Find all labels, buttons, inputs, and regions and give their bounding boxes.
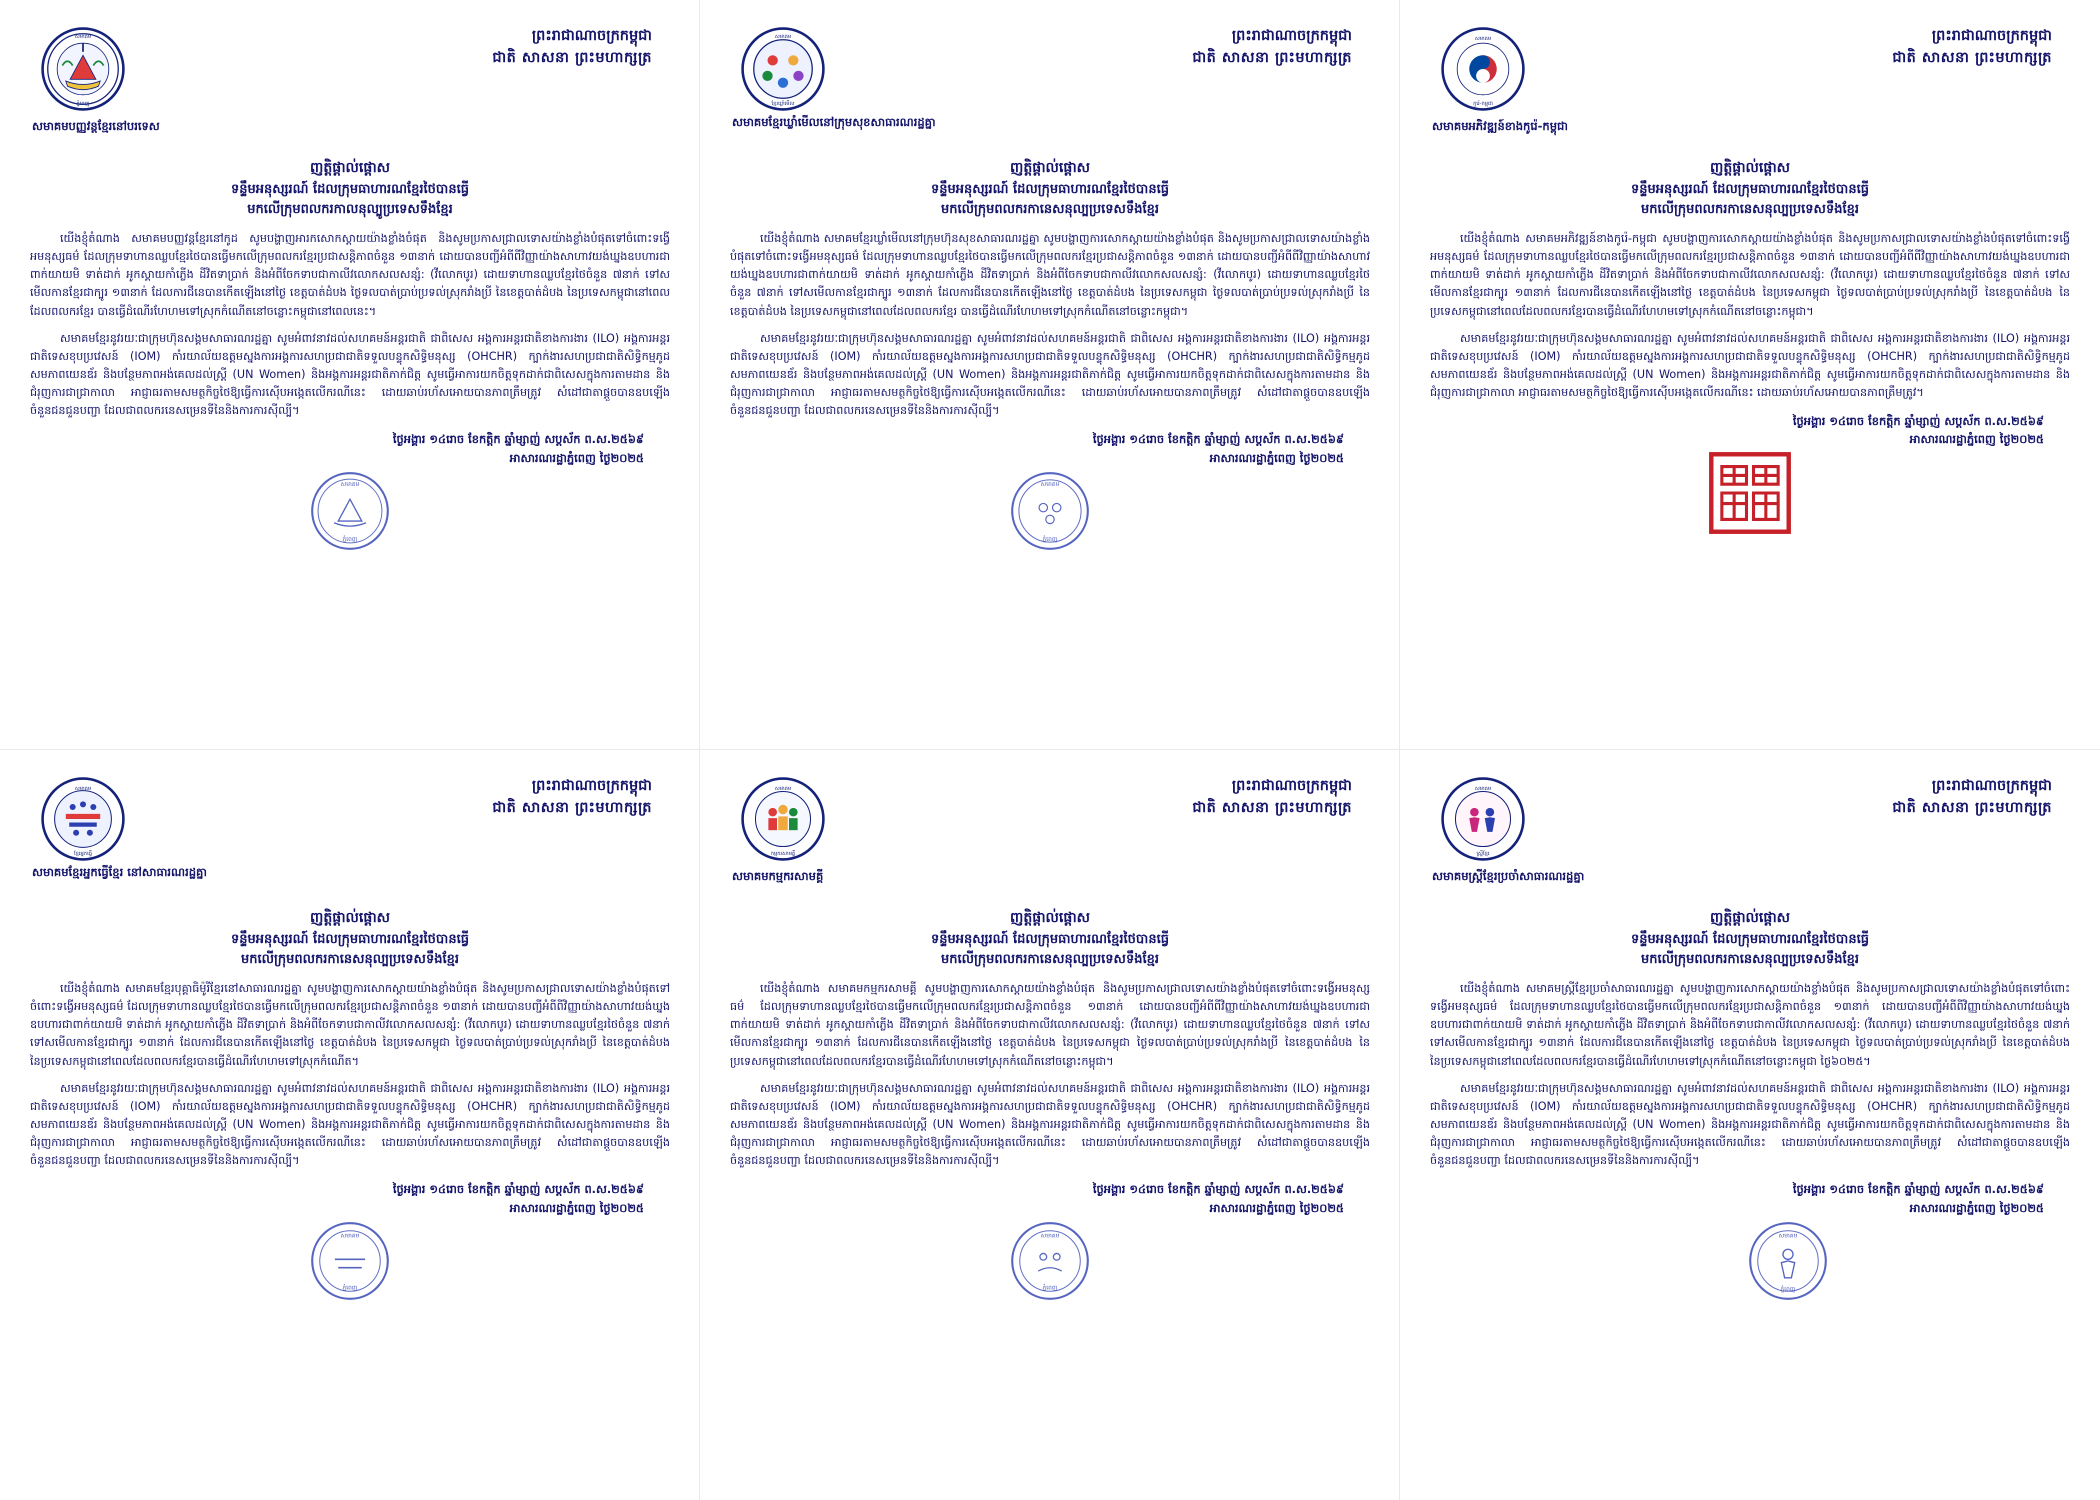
document-header <box>1430 22 2070 154</box>
place-line: អាសារណរដ្ឋាភ្នំពេញ ថ្ងៃ២០២៥ <box>1209 450 1344 465</box>
document-header <box>730 22 1370 154</box>
kingdom-header: ព្រះរាជាណាចក្រកម្ពុជា ជាតិ សាសនា ព្រះមហាក្សត្រ <box>492 778 652 816</box>
round-blue-stamp <box>1008 469 1092 557</box>
document-4 <box>0 750 700 1500</box>
svg-text:សមាគម: សមាគម <box>774 34 792 41</box>
date-line: ថ្ងៃអង្គារ ១៤រោច ខែកត្តិក ឆ្នាំម្សាញ់ សប្តស័ក ព.ស.២៥៦៩ <box>1092 1182 1344 1197</box>
square-red-seal <box>1706 449 1794 541</box>
document-header <box>30 772 670 904</box>
paragraph-1: យើងខ្ញុំតំណាង សមាគមកម្មករសាមគ្គី សូមបង្ហាញការសោកស្តាយយ៉ាងខ្លាំងបំផុត និងសូមប្រកាសជ្រាលទោសយ៉ាងខ្លាំងបំផុតទៅចំពោះទង្វើអមនុស្សធម៌ ដែលក្រុមទាហានឈ្លបខ្មែរថៃបានធ្វើមកលើក្រុមពលករខ្មែរប្រជាសន្តិភាពចំនួន ១៣នាក់ ដោយបានបញ្ជីអំពីពីវិញ្ញាយ៉ាងសាហាវយង់ឃ្នងឧបហារជាពាក់យាយមិ ទាត់ដាក់ អូកស្គាយកាំភ្លើង ដីវិតទាប្រាក់ និងអំពីចែកទាបជាកាលីវលោកសលសន្សំ: (វីលោកបូរ) ដោយទាហានឈ្លបខ្មែរថៃចំនួន ៧នាក់ ទៅសមើលកានខ្មែរជាក្បូរ ១៣នាក់ ដែលការជីនេបានកើតឡើងនៅថ្ងៃ ខេត្តបាត់ដំបង នៃប្រទេសកម្ពុជា ថ្ងៃទលបាត់ប្រាប់ប្រទល់ស្រុករាំងប្រី នៃខេត្តបាត់ដំបង នៃប្រទេសកម្ពុជានៅពេលដែលពលករខ្មែរបានធ្វើដំណើរហែហមទៅស្រុកកំណើតនៅចន្លោះកម្ពុជា។ <box>730 981 1370 1068</box>
svg-text:ភ្នំពេញ: ភ្នំពេញ <box>1042 537 1058 544</box>
svg-text:សមាគម: សមាគម <box>1779 1233 1798 1240</box>
organization-name: សមាគមខ្មែរឃ្លាំមើលនៅក្រុមសុខសាធារណរដ្ឋគ្នា <box>732 115 936 129</box>
signature-block <box>30 1180 670 1217</box>
round-blue-stamp <box>308 469 392 557</box>
svg-text:សមាគម: សមាគម <box>1040 1233 1060 1240</box>
kingdom-header: ព្រះរាជាណាចក្រកម្ពុជា ជាតិ សាសនា ព្រះមហាក្សត្រ <box>1892 28 2052 66</box>
svg-text:ខ្មែរឃ្លាំមើល: ខ្មែរឃ្លាំមើល <box>771 101 795 108</box>
document-3 <box>1400 0 2100 750</box>
stamp-area <box>730 1217 1370 1313</box>
korea-flag-circle-logo <box>1440 26 1526 112</box>
svg-text:ភ្នំពេញ: ភ្នំពេញ <box>1042 1285 1058 1292</box>
document-title: ញត្តិផ្តាល់ផ្តោស ទន្ទឹមអនុស្សរណ៍ ដែលក្រុមធាហារណខ្មែរថៃបានធ្វើ មកលើក្រុមពលករកានេសនុល្បប្រទេសទឹងខ្មែរ <box>1631 160 1869 217</box>
paragraph-1: យើងខ្ញុំតំណាង សមាគមខ្មែរបុគ្គាធិម៉ូរីខ្មែរនៅសាធារណរដ្ឋគ្នា សូមបង្ហាញការសោកស្តាយយ៉ាងខ្លាំងបំផុត និងសូមប្រកាសជ្រាលទោសយ៉ាងខ្លាំងបំផុតទៅចំពោះទង្វើអមនុស្សធម៌ ដែលក្រុមទាហានឈ្លបខ្មែរថៃបានធ្វើមកលើក្រុមពលករខ្មែរប្រជាសន្តិភាពចំនួន ១៣នាក់ ដោយបានបញ្ជីអំពីពីវិញ្ញាយ៉ាងសាហាវយង់ឃ្នងឧបហារជាពាក់យាយមិ ទាត់ដាក់ អូកស្គាយកាំភ្លើង ដីវិតទាប្រាក់ និងអំពីចែកទាបជាកាលីវលោកសលសន្សំ: (វីលោកបូរ) ដោយទាហានឈ្លបខ្មែរថៃចំនួន ៧នាក់ ទៅសមើលកានខ្មែរជាក្បូរ ១៣នាក់ ដែលការជីនេបានកើតឡើងនៅថ្ងៃ ខេត្តបាត់ដំបង នៃប្រទេសកម្ពុជា ថ្ងៃទលបាត់ប្រាប់ប្រទល់ស្រុករាំងប្រី នៃខេត្តបាត់ដំបង នៃប្រទេសកម្ពុជានៅពេលដែលពលករខ្មែរបានធ្វើដំណើរហែហមទៅស្រុកកំណើត។ <box>30 981 670 1068</box>
paragraph-1: យើងខ្ញុំតំណាង សមាគមបញ្ញវន្តខ្មែរនៅកូដ សូមបង្ហាញអារកសោកស្តាយយ៉ាងខ្លាំងចំផុត និងសូមប្រកាសជ្រាលទោសយ៉ាងខ្លាំងបំផុតទៅចំពោះទង្វើអមនុស្សធម៌ ដែលក្រុមទាហានឈ្លបខ្មែរថៃបានធ្វើមកលើក្រុមពលករខ្មែរប្រជាសន្តិភាពចំនួន ១៣នាក់ ដោយបានបញ្ជីអំពីពីវិញ្ញាយ៉ាងសាហាវយង់ឃ្នងឧបហារជាពាក់យាយមិ ទាត់ដាក់ អូកស្គាយកាំភ្លើង ដីវិតទាប្រាក់ និងអំពីចែកទាបជាកាលីវលោកសលសន្សំ: (វីលោកបូរ) ដោយទាហានឈ្លបខ្មែរថៃចំនួន ៧នាក់ ទៅសមើលកានខ្មែរជាក្បូរ ១៣នាក់ ដែលការជីនេបានកើតឡើងនៅថ្ងៃ ខេត្តបាត់ដំបង ថ្ងៃទលបាត់ប្រាប់ប្រទល់ស្រុករាំងប្រី នៃខេត្តបាត់ដំបង នៃប្រទេសកម្ពុជានៅពេលដែលពលករខ្មែរ បានធ្វើដំណើរហែហមទៅស្រុកកំណើតនៅចន្លោះកម្ពុជានៅពេលនេះ។ <box>30 231 670 318</box>
document-header <box>730 772 1370 904</box>
document-title: ញត្តិផ្តាល់ផ្តោស ទន្ទឹមអនុស្សរណ៍ ដែលក្រុមធាហារណខ្មែរថៃបានធ្វើ មកលើក្រុមពលករកានេសនុល្បប្រទេសទឹងខ្មែរ <box>1631 910 1869 967</box>
place-line: អាសារណរដ្ឋាភ្នំពេញ ថ្ងៃ២០២៥ <box>1909 1200 2044 1215</box>
women-circle-logo <box>1440 776 1526 862</box>
signature-block <box>30 430 670 467</box>
organization-name: សមាគមអភិវឌ្ឍន៍ខាងកូរ៉េ-កម្ពុជា <box>1432 119 1568 133</box>
svg-text:សមាគម: សមាគម <box>74 785 92 792</box>
svg-text:សមាគម: សមាគម <box>74 34 92 41</box>
round-blue-stamp <box>308 1219 392 1307</box>
kingdom-header: ព្រះរាជាណាចក្រកម្ពុជា ជាតិ សាសនា ព្រះមហាក្សត្រ <box>1892 778 2052 816</box>
stamp-area <box>30 1217 670 1313</box>
family-circle-logo <box>740 776 826 862</box>
round-blue-stamp <box>1008 1219 1092 1307</box>
stamp-area <box>1430 449 2070 545</box>
document-title: ញត្តិផ្តាល់ផ្តោស ទន្ទឹមអនុស្សរណ៍ ដែលក្រុមធាហារណខ្មែរថៃបានធ្វើ មកលើក្រុមពលករកានេសនុល្បប្រទេសទឹងខ្មែរ <box>931 160 1169 217</box>
date-line: ថ្ងៃអង្គារ ១៤រោច ខែកត្តិក ឆ្នាំម្សាញ់ សប្តស័ក ព.ស.២៥៦៩ <box>1092 432 1344 447</box>
organization-name: សមាគមខ្មែរអ្នកធ្វើខ្មែរ នៅសាធារណរដ្ឋគ្នា <box>32 865 207 879</box>
document-title: ញត្តិផ្តាល់ផ្តោស ទន្ទឹមអនុស្សរណ៍ ដែលក្រុមធាហារណខ្មែរថៃបានធ្វើ មកលើក្រុមពលករកានេសនុល្បប្រទេសទឹងខ្មែរ <box>231 910 469 967</box>
kingdom-header: ព្រះរាជាណាចក្រកម្ពុជា ជាតិ សាសនា ព្រះមហាក្សត្រ <box>1192 778 1352 816</box>
date-line: ថ្ងៃអង្គារ ១៤រោច ខែកត្តិក ឆ្នាំម្សាញ់ សប្តស័ក ព.ស.២៥៦៩ <box>392 1182 644 1197</box>
document-title: ញត្តិផ្តាល់ផ្តោស ទន្ទឹមអនុស្សរណ៍ ដែលក្រុមធាហារណខ្មែរថៃបានធ្វើ មកលើក្រុមពលករកានេសនុល្បប្រទេសទឹងខ្មែរ <box>931 910 1169 967</box>
stamp-area <box>1430 1217 2070 1313</box>
round-blue-stamp <box>1746 1219 1830 1307</box>
svg-text:ស្ត្រីខ្មែរ: ស្ត្រីខ្មែរ <box>1476 851 1490 858</box>
document-5 <box>700 750 1400 1500</box>
svg-text:ភ្នំពេញ: ភ្នំពេញ <box>76 101 90 108</box>
signature-block <box>730 430 1370 467</box>
svg-text:កម្មករសាមគ្គី: កម្មករសាមគ្គី <box>770 851 796 858</box>
date-line: ថ្ងៃអង្គារ ១៤រោច ខែកត្តិក ឆ្នាំម្សាញ់ សប្តស័ក ព.ស.២៥៦៩ <box>392 432 644 447</box>
svg-text:សមាគម: សមាគម <box>774 785 792 792</box>
place-line: អាសារណរដ្ឋាភ្នំពេញ ថ្ងៃ២០២៥ <box>509 1200 644 1215</box>
document-2 <box>700 0 1400 750</box>
paragraph-2: សមាគមខ្មែរនូវរយៈជាក្រុមហ៊ុនសង្គមសាធារណរដ្ឋគ្នា សូមអំពាវនាវដល់សហគមន៍អន្តរជាតិ ជាពិសេស អង្គការអន្តរជាតិខាងការងារ (ILO) អង្គការអន្តរជាតិទេសខុបប្រវេសន៍ (IOM) កាំរយាល័យឧត្តមស្នងការអង្គការសហប្រជាជាតិទទួលបន្ទុកសិទ្ធិមនុស្ស (OHCHR) ក្បាក់ងារសហប្រជាជាតិសិទ្ធិកម្មភូដសមភាពយេនឌ័រ និងបន្ថែមភាពអង់គេលដល់ស្ត្រី (UN Women) និងអង្គការអន្តរជាតិភាក់ជិត្ត សូមធ្វើអាការយកចិត្តទុកដាក់ជាពិសេសក្នុងការតាមដាន និងជំរុញការជាជ្រាកាលា អាជ្ញាធរតាមសមត្ថកិច្ចថៃឱ្យធ្វើការស៊ើបអង្កេតលើករណីនេះ ដោយឆាប់រហ័សអោយបានភាពត្រឹមត្រូវ សំដៅជាតាផ្តួចបានឧបឡើងចំនួនជនជួនបញ្ជា ដែលជាពលករនេសម្រេនទីនៃនិងការការស៊ីល្បី។ <box>730 331 1370 418</box>
paragraph-2: សមាគមខ្មែរនូវរយៈជាក្រុមហ៊ុនសង្គមសាធារណរដ្ឋគ្នា សូមអំពាវនាវដល់សហគមន៍អន្តរជាតិ ជាពិសេស អង្គការអន្តរជាតិខាងការងារ (ILO) អង្គការអន្តរជាតិទេសខុបប្រវេសន៍ (IOM) កាំរយាល័យឧត្តមស្នងការអង្គការសហប្រជាជាតិទទួលបន្ទុកសិទ្ធិមនុស្ស (OHCHR) ក្បាក់ងារសហប្រជាជាតិសិទ្ធិកម្មភូដសមភាពយេនឌ័រ និងបន្ថែមភាពអង់គេលដល់ស្ត្រី (UN Women) និងអង្គការអន្តរជាតិភាក់ជិត្ត សូមធ្វើអាការយកចិត្តទុកដាក់ជាពិសេសក្នុងការតាមដាន និងជំរុញការជាជ្រាកាលា អាជ្ញាធរតាមសមត្ថកិច្ចថៃឱ្យធ្វើការស៊ើបអង្កេតលើករណីនេះ ដោយឆាប់រហ័សអោយបានភាពត្រឹមត្រូវ សំដៅជាតាផ្តួចបានឧបឡើងចំនួនជនជួនបញ្ជា ដែលជាពលករនេសម្រេនទីនៃនិងការការស៊ីល្បី។ <box>30 1081 670 1168</box>
organization-name: សមាគមកម្មករសាមគ្គី <box>732 869 824 883</box>
signature-block <box>1430 412 2070 449</box>
kingdom-header: ព្រះរាជាណាចក្រកម្ពុជា ជាតិ សាសនា ព្រះមហាក្សត្រ <box>492 28 652 66</box>
svg-text:ភ្នំពេញ: ភ្នំពេញ <box>342 537 358 544</box>
organization-name: សមាគមស្ត្រីខ្មែរប្រចាំសាធារណរដ្ឋគ្នា <box>1432 869 1585 883</box>
paragraph-1: យើងខ្ញុំតំណាង សមាគមស្ត្រីខ្មែរប្រចាំសាធារណរដ្ឋគ្នា សូមបង្ហាញការសោកស្តាយយ៉ាងខ្លាំងបំផុត និងសូមប្រកាសជ្រាលទោសយ៉ាងខ្លាំងបំផុតទៅចំពោះទង្វើអមនុស្សធម៌ ដែលក្រុមទាហានឈ្លបខ្មែរថៃបានធ្វើមកលើក្រុមពលករខ្មែរប្រជាសន្តិភាពចំនួន ១៣នាក់ ដោយបានបញ្ជីអំពីពីវិញ្ញាយ៉ាងសាហាវយង់ឃ្នងឧបហារជាពាក់យាយមិ ទាត់ដាក់ អូកស្គាយកាំភ្លើង ដីវិតទាប្រាក់ និងអំពីចែកទាបជាកាលីវលោកសលសន្សំ: (វីលោកបូរ) ដោយទាហានឈ្លបខ្មែរថៃចំនួន ៧នាក់ ទៅសមើលកានខ្មែរជាក្បូរ ១៣នាក់ ដែលការជីនេបានកើតឡើងនៅថ្ងៃ ខេត្តបាត់ដំបង នៃប្រទេសកម្ពុជា ថ្ងៃទលបាត់ប្រាប់ប្រទល់ស្រុករាំងប្រី នៃខេត្តបាត់ដំបង នៃប្រទេសកម្ពុជានៅពេលដែលពលករខ្មែរបានធ្វើដំណើរហែហមទៅស្រុកកំណើតនៅចន្លោះកម្ពុជា ថ្ងៃ៦០២៥។ <box>1430 981 2070 1068</box>
document-1 <box>0 0 700 750</box>
place-line: អាសារណរដ្ឋាភ្នំពេញ ថ្ងៃ២០២៥ <box>1909 432 2044 447</box>
stamp-area <box>730 467 1370 563</box>
paragraph-2: សមាគមខ្មែរនូវរយៈជាក្រុមហ៊ុនសង្គមសាធារណរដ្ឋគ្នា សូមអំពាវនាវដល់សហគមន៍អន្តរជាតិ ជាពិសេស អង្គការអន្តរជាតិខាងការងារ (ILO) អង្គការអន្តរជាតិទេសខុបប្រវេសន៍ (IOM) កាំរយាល័យឧត្តមស្នងការអង្គការសហប្រជាជាតិទទួលបន្ទុកសិទ្ធិមនុស្ស (OHCHR) ក្បាក់ងារសហប្រជាជាតិសិទ្ធិកម្មភូដសមភាពយេនឌ័រ និងបន្ថែមភាពអង់គេលដល់ស្ត្រី (UN Women) និងអង្គការអន្តរជាតិភាក់ជិត្ត សូមធ្វើអាការយកចិត្តទុកដាក់ជាពិសេសក្នុងការតាមដាន និងជំរុញការជាជ្រាកាលា អាជ្ញាធរតាមសមត្ថកិច្ចថៃឱ្យធ្វើការស៊ើបអង្កេតលើករណីនេះ ដោយឆាប់រហ័សអោយបានភាពត្រឹមត្រូវ សំដៅជាតាផ្តួចបានឧបឡើងចំនួនជនជួនបញ្ជា ដែលជាពលករនេសម្រេនទីនៃនិងការការស៊ីល្បី។ <box>30 331 670 418</box>
document-title: ញត្តិផ្តាល់ផ្តោស ទន្ទឹមអនុស្សរណ៍ ដែលក្រុមធាហារណខ្មែរថៃបានធ្វើ មកលើក្រុមពលករកាលនុល្បូប្រទេសទឹងខ្មែរ <box>231 160 469 217</box>
red-blue-emblem-logo <box>40 776 126 862</box>
wheat-emblem-logo <box>40 26 126 112</box>
place-line: អាសារណរដ្ឋាភ្នំពេញ ថ្ងៃ២០២៥ <box>1209 1200 1344 1215</box>
document-header <box>1430 772 2070 904</box>
svg-text:ភ្នំពេញ: ភ្នំពេញ <box>342 1285 358 1292</box>
svg-text:សមាគម: សមាគម <box>1040 481 1060 488</box>
paragraph-2: សមាគមខ្មែរនូវរយៈជាក្រុមហ៊ុនសង្គមសាធារណរដ្ឋគ្នា សូមអំពាវនាវដល់សហគមន៍អន្តរជាតិ ជាពិសេស អង្គការអន្តរជាតិខាងការងារ (ILO) អង្គការអន្តរជាតិទេសខុបប្រវេសន៍ (IOM) កាំរយាល័យឧត្តមស្នងការអង្គការសហប្រជាជាតិទទួលបន្ទុកសិទ្ធិមនុស្ស (OHCHR) ក្បាក់ងារសហប្រជាជាតិសិទ្ធិកម្មភូដសមភាពយេនឌ័រ និងបន្ថែមភាពអង់គេលដល់ស្ត្រី (UN Women) និងអង្គការអន្តរជាតិភាក់ជិត្ត សូមធ្វើអាការយកចិត្តទុកដាក់ជាពិសេសក្នុងការតាមដាន និងជំរុញការជាជ្រាកាលា អាជ្ញាធរតាមសមត្ថកិច្ចថៃឱ្យធ្វើការស៊ើបអង្កេតលើករណីនេះ ដោយឆាប់រហ័សអោយបានភាពត្រឹមត្រូវ។ <box>1430 331 2070 400</box>
paragraph-1: យើងខ្ញុំតំណាង សមាគមអភិវឌ្ឍន៍ខាងកូរ៉េ-កម្ពុជា សូមបង្ហាញការសោកស្តាយយ៉ាងខ្លាំងបំផុត និងសូមប្រកាសជ្រាលទោសយ៉ាងខ្លាំងបំផុតទៅចំពោះទង្វើអមនុស្សធម៌ ដែលក្រុមទាហានឈ្លបខ្មែរថៃបានធ្វើមកលើក្រុមពលករខ្មែរប្រជាសន្តិភាពចំនួន ១៣នាក់ ដោយបានបញ្ជីអំពីពីវិញ្ញាយ៉ាងសាហាវយង់ឃ្នងឧបហារជាពាក់យាយមិ ទាត់ដាក់ អូកស្គាយកាំភ្លើង ដីវិតទាប្រាក់ និងអំពីចែកទាបជាកាលីវលោកសលសន្សំ: (វីលោកបូរ) ដោយទាហានឈ្លបខ្មែរថៃចំនួន ៧នាក់ ទៅសមើលកានខ្មែរជាក្បូរ ១៣នាក់ ដែលការជីនេបានកើតឡើងនៅថ្ងៃ ខេត្តបាត់ដំបង នៃប្រទេសកម្ពុជា ថ្ងៃទលបាត់ប្រាប់ប្រទល់ស្រុករាំងប្រី នៃខេត្តបាត់ដំបង នៃប្រទេសកម្ពុជានៅពេលដែលពលករខ្មែរបានធ្វើដំណើរហែហមទៅស្រុកកំណើតនៅចន្លោះកម្ពុជា។ <box>1430 231 2070 318</box>
signature-block <box>730 1180 1370 1217</box>
signature-block <box>1430 1180 2070 1217</box>
svg-text:សមាគម: សមាគម <box>1474 785 1492 792</box>
document-header <box>30 22 670 154</box>
paragraph-2: សមាគមខ្មែរនូវរយៈជាក្រុមហ៊ុនសង្គមសាធារណរដ្ឋគ្នា សូមអំពាវនាវដល់សហគមន៍អន្តរជាតិ ជាពិសេស អង្គការអន្តរជាតិខាងការងារ (ILO) អង្គការអន្តរជាតិទេសខុបប្រវេសន៍ (IOM) កាំរយាល័យឧត្តមស្នងការអង្គការសហប្រជាជាតិទទួលបន្ទុកសិទ្ធិមនុស្ស (OHCHR) ក្បាក់ងារសហប្រជាជាតិសិទ្ធិកម្មភូដសមភាពយេនឌ័រ និងបន្ថែមភាពអង់គេលដល់ស្ត្រី (UN Women) និងអង្គការអន្តរជាតិភាក់ជិត្ត សូមធ្វើអាការយកចិត្តទុកដាក់ជាពិសេសក្នុងការតាមដាន និងជំរុញការជាជ្រាកាលា អាជ្ញាធរតាមសមត្ថកិច្ចថៃឱ្យធ្វើការស៊ើបអង្កេតលើករណីនេះ ដោយឆាប់រហ័សអោយបានភាពត្រឹមត្រូវ សំដៅជាតាផ្តួចបានឧបឡើងចំនួនជនជួនបញ្ជា ដែលជាពលករនេសម្រេនទីនៃនិងការការស៊ីល្បី។ <box>1430 1081 2070 1168</box>
people-circle-logo <box>740 26 826 112</box>
date-line: ថ្ងៃអង្គារ ១៤រោច ខែកត្តិក ឆ្នាំម្សាញ់ សប្តស័ក ព.ស.២៥៦៩ <box>1792 414 2044 429</box>
svg-text:កូរ៉េ-កម្ពុជា: កូរ៉េ-កម្ពុជា <box>1473 101 1493 108</box>
kingdom-header: ព្រះរាជាណាចក្រកម្ពុជា ជាតិ សាសនា ព្រះមហាក្សត្រ <box>1192 28 1352 66</box>
svg-text:ខ្មែរអ្នកធ្វើ: ខ្មែរអ្នកធ្វើ <box>73 851 93 858</box>
organization-name: សមាគមបញ្ញវន្តខ្មែរនៅបរទេស <box>32 119 160 133</box>
document-6 <box>1400 750 2100 1500</box>
place-line: អាសារណរដ្ឋាភ្នំពេញ ថ្ងៃ២០២៥ <box>509 450 644 465</box>
paragraph-1: យើងខ្ញុំតំណាង សមាគមខ្មែរឃ្លាំមើលនៅក្រុមហ៊ុនសុខសាធារណរដ្ឋគ្នា សូមបង្ហាញការសោកស្តាយយ៉ាងខ្លាំងបំផុត និងសូមប្រកាសជ្រាលទោសយ៉ាងខ្លាំងបំផុតទៅចំពោះទង្វើអមនុស្សធម៌ ដែលក្រុមទាហានឈ្លបខ្មែរថៃបានធ្វើមកលើក្រុមពលករខ្មែរប្រជាសន្តិភាពចំនួន ១៣នាក់ ដោយបានបញ្ជីអំពីពីវិញ្ញាយ៉ាងសាហាវយង់ឃ្នងឧបហារជាពាក់យាយមិ ទាត់ដាក់ អូកស្គាយកាំភ្លើង ដីវិតទាប្រាក់ និងអំពីចែកទាបជាកាលីវលោកសលសន្សំ: (វីលោកបូរ) ដោយទាហានឈ្លបខ្មែរថៃចំនួន ៧នាក់ ទៅសមើលកានខ្មែរជាក្បូរ ១៣នាក់ ដែលការជីនេបានកើតឡើងនៅថ្ងៃ ខេត្តបាត់ដំបង នៃប្រទេសកម្ពុជា ថ្ងៃទលបាត់ប្រាប់ប្រទល់ស្រុករាំងប្រី នៃខេត្តបាត់ដំបង នៃប្រទេសកម្ពុជានៅពេលដែលពលករខ្មែរ បានធ្វើដំណើរហែហមទៅស្រុកកំណើតនៅចន្លោះកម្ពុជា។ <box>730 231 1370 318</box>
paragraph-2: សមាគមខ្មែរនូវរយៈជាក្រុមហ៊ុនសង្គមសាធារណរដ្ឋគ្នា សូមអំពាវនាវដល់សហគមន៍អន្តរជាតិ ជាពិសេស អង្គការអន្តរជាតិខាងការងារ (ILO) អង្គការអន្តរជាតិទេសខុបប្រវេសន៍ (IOM) កាំរយាល័យឧត្តមស្នងការអង្គការសហប្រជាជាតិទទួលបន្ទុកសិទ្ធិមនុស្ស (OHCHR) ក្បាក់ងារសហប្រជាជាតិសិទ្ធិកម្មភូដសមភាពយេនឌ័រ និងបន្ថែមភាពអង់គេលដល់ស្ត្រី (UN Women) និងអង្គការអន្តរជាតិភាក់ជិត្ត សូមធ្វើអាការយកចិត្តទុកដាក់ជាពិសេសក្នុងការតាមដាន និងជំរុញការជាជ្រាកាលា អាជ្ញាធរតាមសមត្ថកិច្ចថៃឱ្យធ្វើការស៊ើបអង្កេតលើករណីនេះ ដោយឆាប់រហ័សអោយបានភាពត្រឹមត្រូវ សំដៅជាតាផ្តួចបានឧបឡើងចំនួនជនជួនបញ្ជា ដែលជាពលករនេសម្រេនទីនៃនិងការការស៊ីល្បី។ <box>730 1081 1370 1168</box>
svg-text:សមាគម: សមាគម <box>1474 35 1492 42</box>
svg-text:ភ្នំពេញ: ភ្នំពេញ <box>1780 1287 1796 1294</box>
svg-text:សមាគម: សមាគម <box>340 1233 360 1240</box>
date-line: ថ្ងៃអង្គារ ១៤រោច ខែកត្តិក ឆ្នាំម្សាញ់ សប្តស័ក ព.ស.២៥៦៩ <box>1792 1182 2044 1197</box>
svg-text:សមាគម: សមាគម <box>340 481 360 488</box>
stamp-area <box>30 467 670 563</box>
